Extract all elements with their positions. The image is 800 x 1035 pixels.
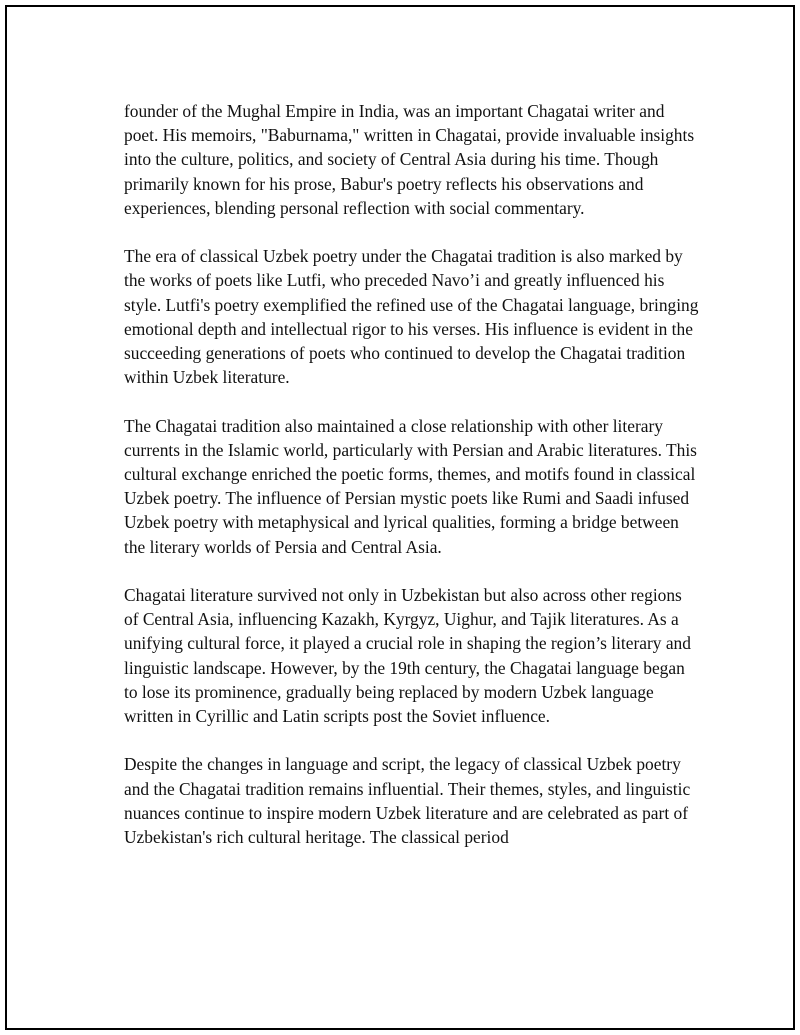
paragraph: The Chagatai tradition also maintained a close relationship with other literary currents in the Islamic world, particularly with Persian and Arabic literatures. This cultural exchange enriched the poetic forms, themes, and motifs found in classical Uzbek poetry. The influence of Persian mystic poets like Rumi and Saadi infused Uzbek poetry with metaphysical and lyrical qualities, forming a bridge between the literary worlds of Persia and Central Asia. [124,415,697,557]
paragraph: Despite the changes in language and script, the legacy of classical Uzbek poetry and the Chagatai tradition remains influential. Their themes, styles, and linguistic nuances continue to inspire modern Uzbek literature and are celebrated as part of Uzbekistan's rich cultural heritage. The classical period [124,754,691,848]
document-body [124,99,699,849]
paragraph: founder of the Mughal Empire in India, was an important Chagatai writer and poet. His memoirs, "Baburnama," written in Chagatai, provide invaluable insights into the culture, politics, and society of Central Asia during his time. Though primarily known for his prose, Babur's poetry reflects his observations and experiences, blending personal reflection with social commentary. [124,101,695,218]
paragraph: The era of classical Uzbek poetry under the Chagatai tradition is also marked by the works of poets like Lutfi, who preceded Navo’i and greatly influenced his style. Lutfi's poetry exemplified the refined use of the Chagatai language, bringing emotional depth and intellectual rigor to his verses. His influence is evident in the succeeding generations of poets who continued to develop the Chagatai tradition within Uzbek literature. [124,246,699,388]
paragraph: Chagatai literature survived not only in Uzbekistan but also across other regions of Central Asia, influencing Kazakh, Kyrgyz, Uighur, and Tajik literatures. As a unifying cultural force, it played a crucial role in shaping the region’s literary and linguistic landscape. However, by the 19th century, the Chagatai language began to lose its prominence, gradually being replaced by modern Uzbek language written in Cyrillic and Latin scripts post the Soviet influence. [124,585,691,727]
page-frame [5,5,795,1030]
